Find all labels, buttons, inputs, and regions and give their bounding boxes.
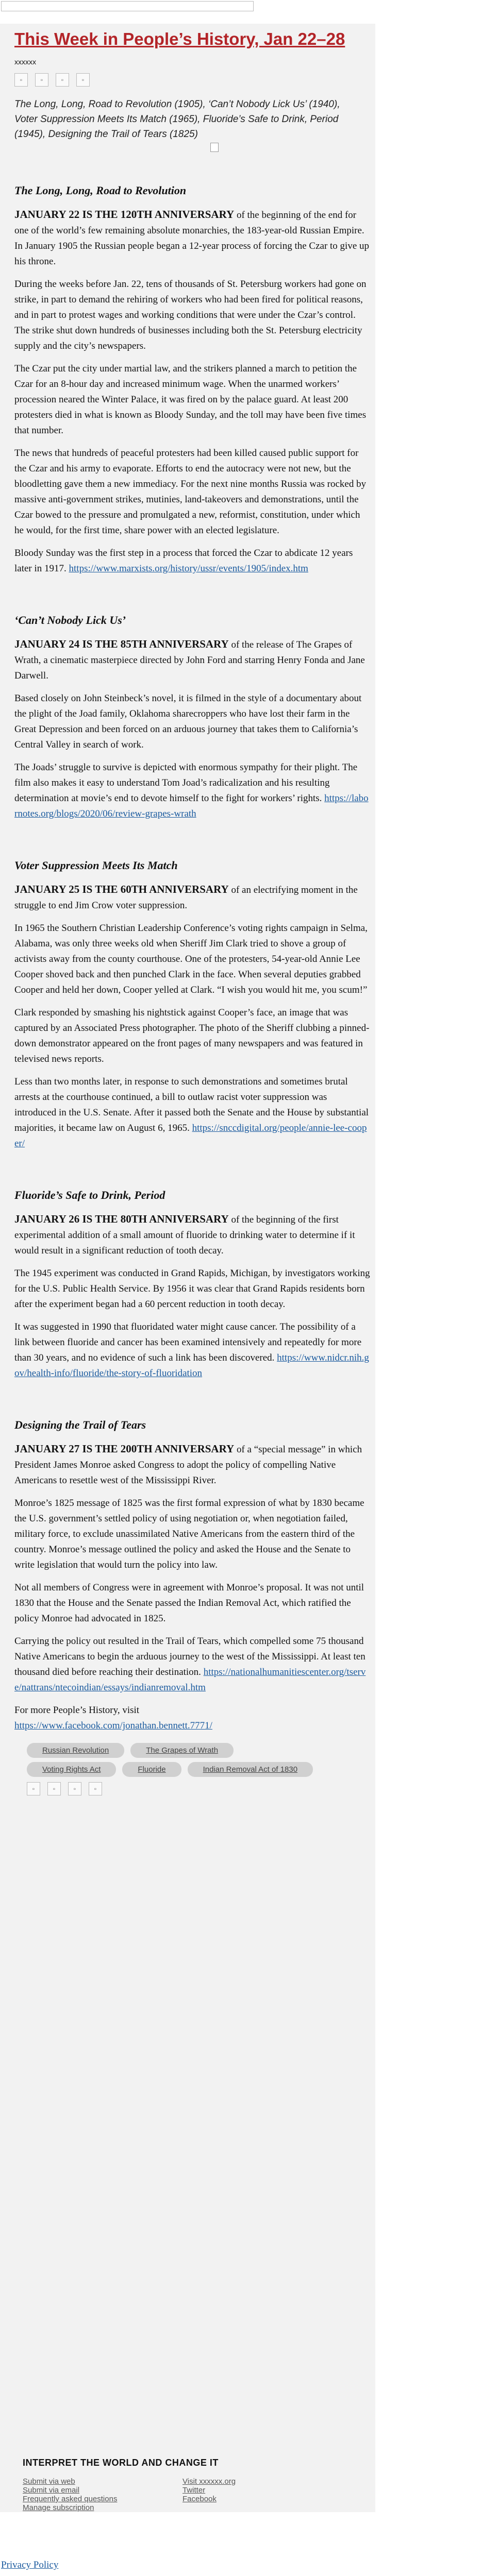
facebook-link[interactable]: https://www.facebook.com/jonathan.bennett.7771/	[14, 1720, 212, 1731]
intro-summary: The Long, Long, Road to Revolution (1905), ‘Can’t Nobody Lick Us’ (1940), Voter Suppression Meets Its Match (1965), Fluoride’s Safe to Drink, Period (1945), Designing the Trail of Tears (1825)	[14, 99, 340, 140]
article-section	[14, 184, 370, 577]
more-history-text: For more People’s History, visit	[14, 1705, 140, 1716]
lead-text: of an electrifying moment in the struggle to end Jim Crow voter suppression.	[14, 885, 358, 911]
anniversary-heading: JANUARY 24 IS THE 85TH ANNIVERSARY	[14, 638, 229, 650]
section-paragraph	[14, 1074, 370, 1151]
section-paragraph	[14, 921, 370, 998]
paragraph-text: In 1965 the Southern Christian Leadership Conference’s voting rights campaign in Selma, Alabama, was only three weeks old when Sheriff Jim Clark tried to shove a group of activists away from the county courthouse. One of the protesters, 54-year-old Annie Lee Cooper shoved back and then punched Clark in the face. When several deputies grabbed Cooper and held her down, Cooper yelled at Clark. “I wish you would hit me, you scum!”	[14, 923, 368, 995]
paragraph-text: The 1945 experiment was conducted in Grand Rapids, Michigan, by investigators working for the U.S. Public Health Service. By 1956 it was clear that Grand Rapids residents born after the experiment began had a 60 percent reduction in tooth decay.	[14, 1268, 370, 1310]
paragraph-text: It was suggested in 1990 that fluoridated water might cause cancer. The possibility of a link between fluoride and cancer has been examined intensively and repeatedly for more than 30 years, and no evidence of such a link has been discovered.	[14, 1321, 362, 1363]
privacy-policy	[1, 2560, 58, 2571]
section-paragraph	[14, 446, 370, 538]
footer-link[interactable]: Facebook	[182, 2495, 217, 2503]
lead-text: of the release of The Grapes of Wrath, a cinematic masterpiece directed by John Ford and starring Henry Fonda and Jane Darwell.	[14, 639, 365, 681]
section-title: Voter Suppression Meets Its Match	[14, 859, 178, 872]
section-paragraph	[14, 1266, 370, 1312]
share-image-icon-1[interactable]: ▫	[14, 73, 28, 87]
footer-link[interactable]: Frequently asked questions	[23, 2495, 118, 2503]
share-image-icon-4[interactable]: ▫	[76, 73, 90, 87]
footer-social-row	[27, 1782, 361, 1795]
section-lead	[14, 207, 370, 269]
source-link[interactable]: https://nationalhumanitiescenter.org/tserve/nattrans/ntecoindian/essays/indianremoval.htm	[14, 1667, 366, 1693]
footer-column-visit	[182, 2477, 342, 2512]
privacy-policy-link[interactable]: Privacy Policy	[1, 2560, 59, 2570]
paragraph-text: Bloody Sunday was the first step in a process that forced the Czar to abdicate 12 years later in 1917.	[14, 548, 353, 574]
footer-columns	[23, 2477, 342, 2512]
newsletter-subtitle: xxxxxx	[14, 58, 36, 66]
footer-link[interactable]: Visit xxxxxx.org	[182, 2477, 236, 2486]
source-link[interactable]: https://labornotes.org/blogs/2020/06/review-grapes-wrath	[14, 793, 369, 819]
section-paragraph	[14, 691, 370, 753]
anniversary-heading: JANUARY 25 IS THE 60TH ANNIVERSARY	[14, 883, 229, 895]
anniversary-heading: JANUARY 26 IS THE 80TH ANNIVERSARY	[14, 1213, 229, 1225]
section-paragraph	[14, 760, 370, 822]
tag-pill[interactable]: Voting Rights Act	[27, 1762, 116, 1777]
footer	[0, 2452, 375, 2512]
tag-list	[27, 1743, 315, 1777]
share-image-icon-2[interactable]: ▫	[35, 73, 48, 87]
tag-pill[interactable]: Russian Revolution	[27, 1743, 124, 1758]
section-lead	[14, 1441, 370, 1488]
footer-link[interactable]: Twitter	[182, 2486, 206, 2495]
article-section	[14, 614, 369, 822]
section-lead	[14, 1211, 370, 1259]
paragraph-text: The news that hundreds of peaceful protesters had been killed caused public support for the Czar and his army to evaporate. Efforts to end the autocracy were not new, but the bloodletting gave them a new immediacy. For the next nine months Russia was rocked by massive anti-government strikes, mutinies, land-takeovers and demonstrations, until the Czar bowed to the pressure and promulgated a new, reformist, constitution, under which he would, for the first time, share power with an elected legislature.	[14, 448, 367, 536]
paragraph-text: Not all members of Congress were in agreement with Monroe’s proposal. It was not until 1830 that the House and the Senate passed the Indian Removal Act, which ratified the policy Monroe had advocated in 1825.	[14, 1582, 364, 1624]
footer-image-icon-1[interactable]: ▫	[27, 1782, 40, 1795]
tag-pill[interactable]: Fluoride	[122, 1762, 181, 1777]
paragraph-text: The Czar put the city under martial law, and the strikers planned a march to petition the Czar for an 8-hour day and increased minimum wage. When the unarmed workers’ procession neared the Winter Palace, it was fired on by the palace guard. At least 200 protesters died in what is known as Bloody Sunday, and the toll may have been five times that number.	[14, 363, 367, 436]
article-section	[14, 1189, 370, 1381]
section-paragraph	[14, 546, 370, 577]
section-paragraph	[14, 361, 370, 438]
social-share-row	[14, 73, 361, 87]
newsletter-body	[0, 24, 375, 2512]
share-image-icon-3[interactable]: ▫	[56, 73, 69, 87]
section-paragraph	[14, 1634, 370, 1696]
section-lead	[14, 882, 370, 913]
paragraph-text: Based closely on John Steinbeck’s novel, it is filmed in the style of a documentary about the plight of the Joad family, Oklahoma sharecroppers who have lost their farm in the Great Depression and been forced on an arduous journey that takes them to California’s Central Valley in search of work.	[14, 693, 362, 750]
footer-image-icon-2[interactable]: ▫	[47, 1782, 61, 1795]
footer-column-submit	[23, 2477, 182, 2512]
article-section	[14, 859, 370, 1151]
section-lead	[14, 636, 370, 684]
section-title: Designing the Trail of Tears	[14, 1418, 146, 1431]
source-link[interactable]: https://snccdigital.org/people/annie-lee-cooper/	[14, 1123, 367, 1149]
tag-pill[interactable]: The Grapes of Wrath	[130, 1743, 234, 1758]
anniversary-heading: JANUARY 27 IS THE 200TH ANNIVERSARY	[14, 1443, 235, 1455]
article-section	[14, 1418, 366, 1696]
footer-link[interactable]: Submit via email	[23, 2486, 80, 2495]
section-paragraph	[14, 1496, 370, 1573]
lead-text: of the beginning of the end for one of the world’s few remaining absolute monarchies, the 183-year-old Russian Empire. In January 1905 the Russian people began a 12-year process of forcing the Czar to give up his throne.	[14, 210, 370, 267]
footer-image-icon-3[interactable]: ▫	[68, 1782, 81, 1795]
section-paragraph	[14, 1005, 370, 1067]
section-paragraph	[14, 1319, 370, 1381]
header-banner-image	[1, 1, 254, 11]
footer-title: INTERPRET THE WORLD AND CHANGE IT	[23, 2458, 219, 2468]
footer-link[interactable]: Manage subscription	[23, 2503, 94, 2512]
footer-image-icon-4[interactable]: ▫	[89, 1782, 102, 1795]
broken-image-icon	[210, 143, 219, 152]
paragraph-text: Monroe’s 1825 message of 1825 was the first formal expression of what by 1830 became the U.S. government’s settled policy of using negotiation or, when negotiation failed, military force, to exclude unassimilated Native Americans from the eastern third of the country. Monroe’s message outlined the policy and asked the House and the Senate to write legislation that would turn the policy into law.	[14, 1498, 364, 1570]
section-paragraph	[14, 277, 370, 354]
newsletter-title[interactable]: This Week in People’s History, Jan 22–28	[14, 29, 345, 48]
more-history	[14, 1703, 370, 1734]
source-link[interactable]: https://www.nidcr.nih.gov/health-info/fluoride/the-story-of-fluoridation	[14, 1352, 369, 1379]
paragraph-text: Clark responded by smashing his nightstick against Cooper’s face, an image that was captured by an Associated Press photographer. The photo of the Sheriff clubbing a pinned-down demonstrator appeared on the front pages of many newspapers and was featured in televised news reports.	[14, 1007, 370, 1064]
section-title: ‘Can’t Nobody Lick Us’	[14, 614, 126, 626]
paragraph-text: During the weeks before Jan. 22, tens of thousands of St. Petersburg workers had gone on strike, in part to demand the rehiring of workers who had been fired for political reasons, and in part to protest wages and working conditions that were under the Czar’s control. The strike shut down hundreds of businesses including both the St. Petersburg electricity supply and the city’s newspapers.	[14, 279, 367, 351]
tag-pill[interactable]: Indian Removal Act of 1830	[188, 1762, 313, 1777]
footer-link[interactable]: Submit via web	[23, 2477, 75, 2486]
paragraph-text: Less than two months later, in response to such demonstrations and sometimes brutal arrests at the courthouse continued, a bill to outlaw racist voter suppression was introduced in the U.S. Senate. After it passed both the Senate and the House by substantial majorities, it became law on August 6, 1965.	[14, 1076, 369, 1133]
sections-container	[14, 184, 370, 1696]
lead-text: of the beginning of the first experimental addition of a small amount of fluoride to drinking water to determine if it would result in a significant reduction of tooth decay.	[14, 1214, 355, 1256]
paragraph-text: The Joads’ struggle to survive is depicted with enormous sympathy for their plight. The film also makes it easy to understand Tom Joad’s radicalization and his resulting determination at movie’s end to devote himself to the fight for workers’ rights.	[14, 762, 358, 804]
section-title: Fluoride’s Safe to Drink, Period	[14, 1189, 165, 1201]
paragraph-text: Carrying the policy out resulted in the Trail of Tears, which compelled some 75 thousand Native Americans to begin the arduous journey to the west of the Mississippi. At least ten thousand died before reaching their destination.	[14, 1636, 365, 1677]
source-link[interactable]: https://www.marxists.org/history/ussr/events/1905/index.htm	[69, 563, 308, 574]
section-paragraph	[14, 1580, 370, 1626]
section-title: The Long, Long, Road to Revolution	[14, 184, 187, 197]
lead-text: of a “special message” in which President James Monroe asked Congress to adopt the policy of compelling Native Americans to resettle west of the Mississippi River.	[14, 1444, 362, 1486]
anniversary-heading: JANUARY 22 IS THE 120TH ANNIVERSARY	[14, 208, 235, 221]
